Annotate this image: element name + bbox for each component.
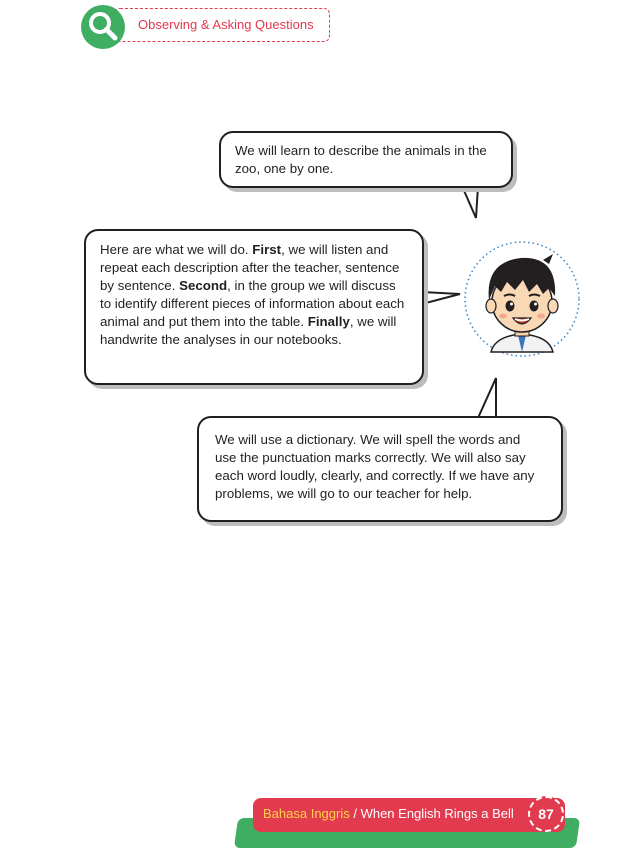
page-number: 87 [528,796,564,832]
footer-separator: / [349,806,361,821]
speech-bubble-top [219,131,513,188]
speech-bubble-bottom [197,416,563,522]
bubble-keyword-second: Second [179,278,228,293]
footer-book-info [263,806,514,821]
bubble-middle-text-4: , we will handwrite the analyses in our notebooks. [100,314,397,347]
magnifier-icon [80,4,126,50]
section-tag [80,2,334,48]
section-title: Observing & Asking Questions [138,17,314,32]
bubble-middle-text-2: , we will listen and repeat each description after the teacher, sentence by sentence. [100,242,400,293]
bubble-keyword-first: First [252,242,282,257]
bubble-bottom-text: We will use a dictionary. We will spell the words and use the punctuation marks correctly. We will also say each word loudly, clearly, and correctly. If we have any problems, we will go to our teacher for help. [215,432,535,501]
speech-bubble-middle [84,229,424,385]
bubble-middle-text-3: , in the group we will discuss to identify different pieces of information about each animal and put them into the table. [100,278,405,329]
bubble-middle-text-1: Here are what we will do. [100,242,253,257]
footer-subject: Bahasa Inggris [263,806,350,821]
footer-book-title: When English Rings a Bell [360,806,514,821]
bubble-keyword-finally: Finally [307,314,350,329]
bubble-top-text: We will learn to describe the animals in the zoo, one by one. [235,143,487,176]
student-boy-illustration [463,240,581,358]
